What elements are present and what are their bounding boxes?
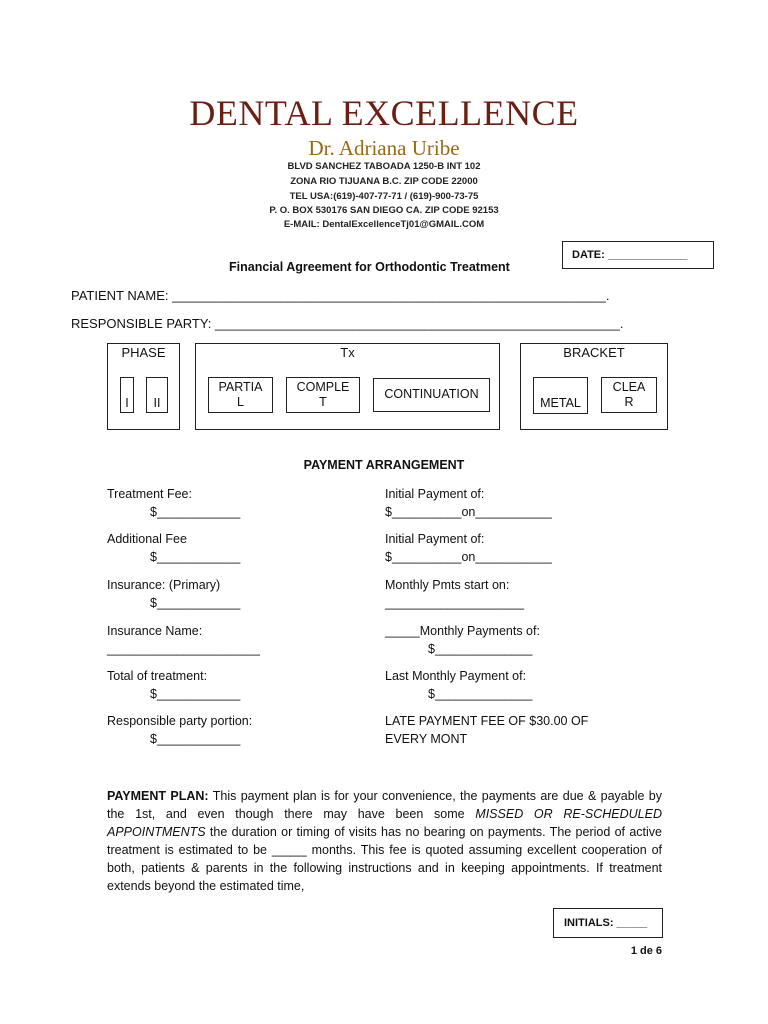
clinic-name: DENTAL EXCELLENCE (189, 93, 579, 133)
total-treatment-field[interactable]: $____________ (150, 687, 241, 701)
tx-option-continuation[interactable]: CONTINUATION (373, 378, 490, 412)
initial-payment-label: Initial Payment of: (385, 487, 485, 501)
monthly-payments-field[interactable]: $______________ (428, 642, 533, 656)
initials-field[interactable]: INITIALS: _____ (553, 908, 663, 938)
payment-plan-lead: PAYMENT PLAN: (107, 789, 209, 803)
payment-plan-italic: MISSED OR RE-SCHEDULED APPOINTMENTS (107, 807, 662, 839)
total-treatment-label: Total of treatment: (107, 669, 208, 683)
bracket-box (520, 343, 668, 430)
insurance-primary-field[interactable]: $____________ (150, 596, 241, 610)
additional-fee-label: Additional Fee (107, 532, 187, 546)
bracket-option-metal[interactable]: METAL (533, 377, 588, 414)
tx-label: Tx (340, 345, 355, 360)
bracket-label: BRACKET (563, 345, 625, 360)
form-title: Financial Agreement for Orthodontic Treatment (229, 260, 510, 274)
address-line: ZONA RIO TIJUANA B.C. ZIP CODE 22000 (290, 176, 478, 187)
initial-payment-field-2[interactable]: $__________on___________ (385, 550, 552, 564)
payment-plan-text-1: This payment plan is for your convenience, the payments are due & payable by the 1st, and even though there may have been some (107, 789, 663, 821)
bracket-option-clear[interactable]: CLEA R (601, 377, 657, 413)
insurance-name-field[interactable]: ______________________ (107, 642, 260, 656)
insurance-primary-label: Insurance: (Primary) (107, 578, 221, 592)
treatment-fee-field[interactable]: $____________ (150, 505, 241, 519)
tx-option-complete[interactable]: COMPLE T (286, 377, 360, 413)
tx-box (195, 343, 500, 430)
monthly-payments-label[interactable]: _____Monthly Payments of: (385, 624, 540, 638)
initial-payment-label-2: Initial Payment of: (385, 532, 485, 546)
responsible-portion-field[interactable]: $____________ (150, 732, 241, 746)
last-payment-label: Last Monthly Payment of: (385, 669, 527, 683)
phase-option-ii[interactable]: II (146, 377, 168, 413)
late-fee-text: LATE PAYMENT FEE OF $30.00 OF (385, 714, 589, 728)
phase-option-i[interactable]: I (120, 377, 134, 413)
doctor-name: Dr. Adriana Uribe (308, 136, 460, 160)
phase-box (107, 343, 180, 430)
phase-label: PHASE (121, 345, 166, 360)
responsible-portion-label: Responsible party portion: (107, 714, 253, 728)
monthly-start-label: Monthly Pmts start on: (385, 578, 510, 592)
responsible-party-field[interactable]: RESPONSIBLE PARTY: ________________________________________________________. (71, 316, 624, 331)
initial-payment-field[interactable]: $__________on___________ (385, 505, 552, 519)
additional-fee-field[interactable]: $____________ (150, 550, 241, 564)
tx-option-partial[interactable]: PARTIA L (208, 377, 273, 413)
late-fee-text-cont: EVERY MONT (385, 732, 468, 746)
po-box-line: P. O. BOX 530176 SAN DIEGO CA. ZIP CODE 92153 (269, 205, 499, 216)
email-line: E-MAIL: DentalExcellenceTj01@GMAIL.COM (283, 219, 485, 230)
monthly-start-field[interactable]: ____________________ (385, 596, 525, 610)
date-field[interactable]: DATE: _____________ (562, 241, 714, 269)
address-line: BLVD SANCHEZ TABOADA 1250-B INT 102 (287, 161, 481, 172)
patient-name-field[interactable]: PATIENT NAME: ____________________________________________________________. (71, 288, 610, 303)
payment-arrangement-heading: PAYMENT ARRANGEMENT (303, 458, 465, 472)
treatment-fee-label: Treatment Fee: (107, 487, 192, 501)
payment-plan-paragraph (107, 787, 662, 895)
last-payment-field[interactable]: $______________ (428, 687, 533, 701)
payment-plan-text-2: the duration or timing of visits has no bearing on payments. The period of active treatment is estimated to be _____ months. This fee is quoted assuming excellent cooperation of both, patients & parents in the following instructions and in keeping appointments. If treatment extends beyond the estimated time, (107, 825, 662, 893)
insurance-name-label: Insurance Name: (107, 624, 203, 638)
page-number: 1 de 6 (630, 945, 662, 957)
phone-line: TEL USA:(619)-407-77-71 / (619)-900-73-75 (289, 191, 479, 202)
